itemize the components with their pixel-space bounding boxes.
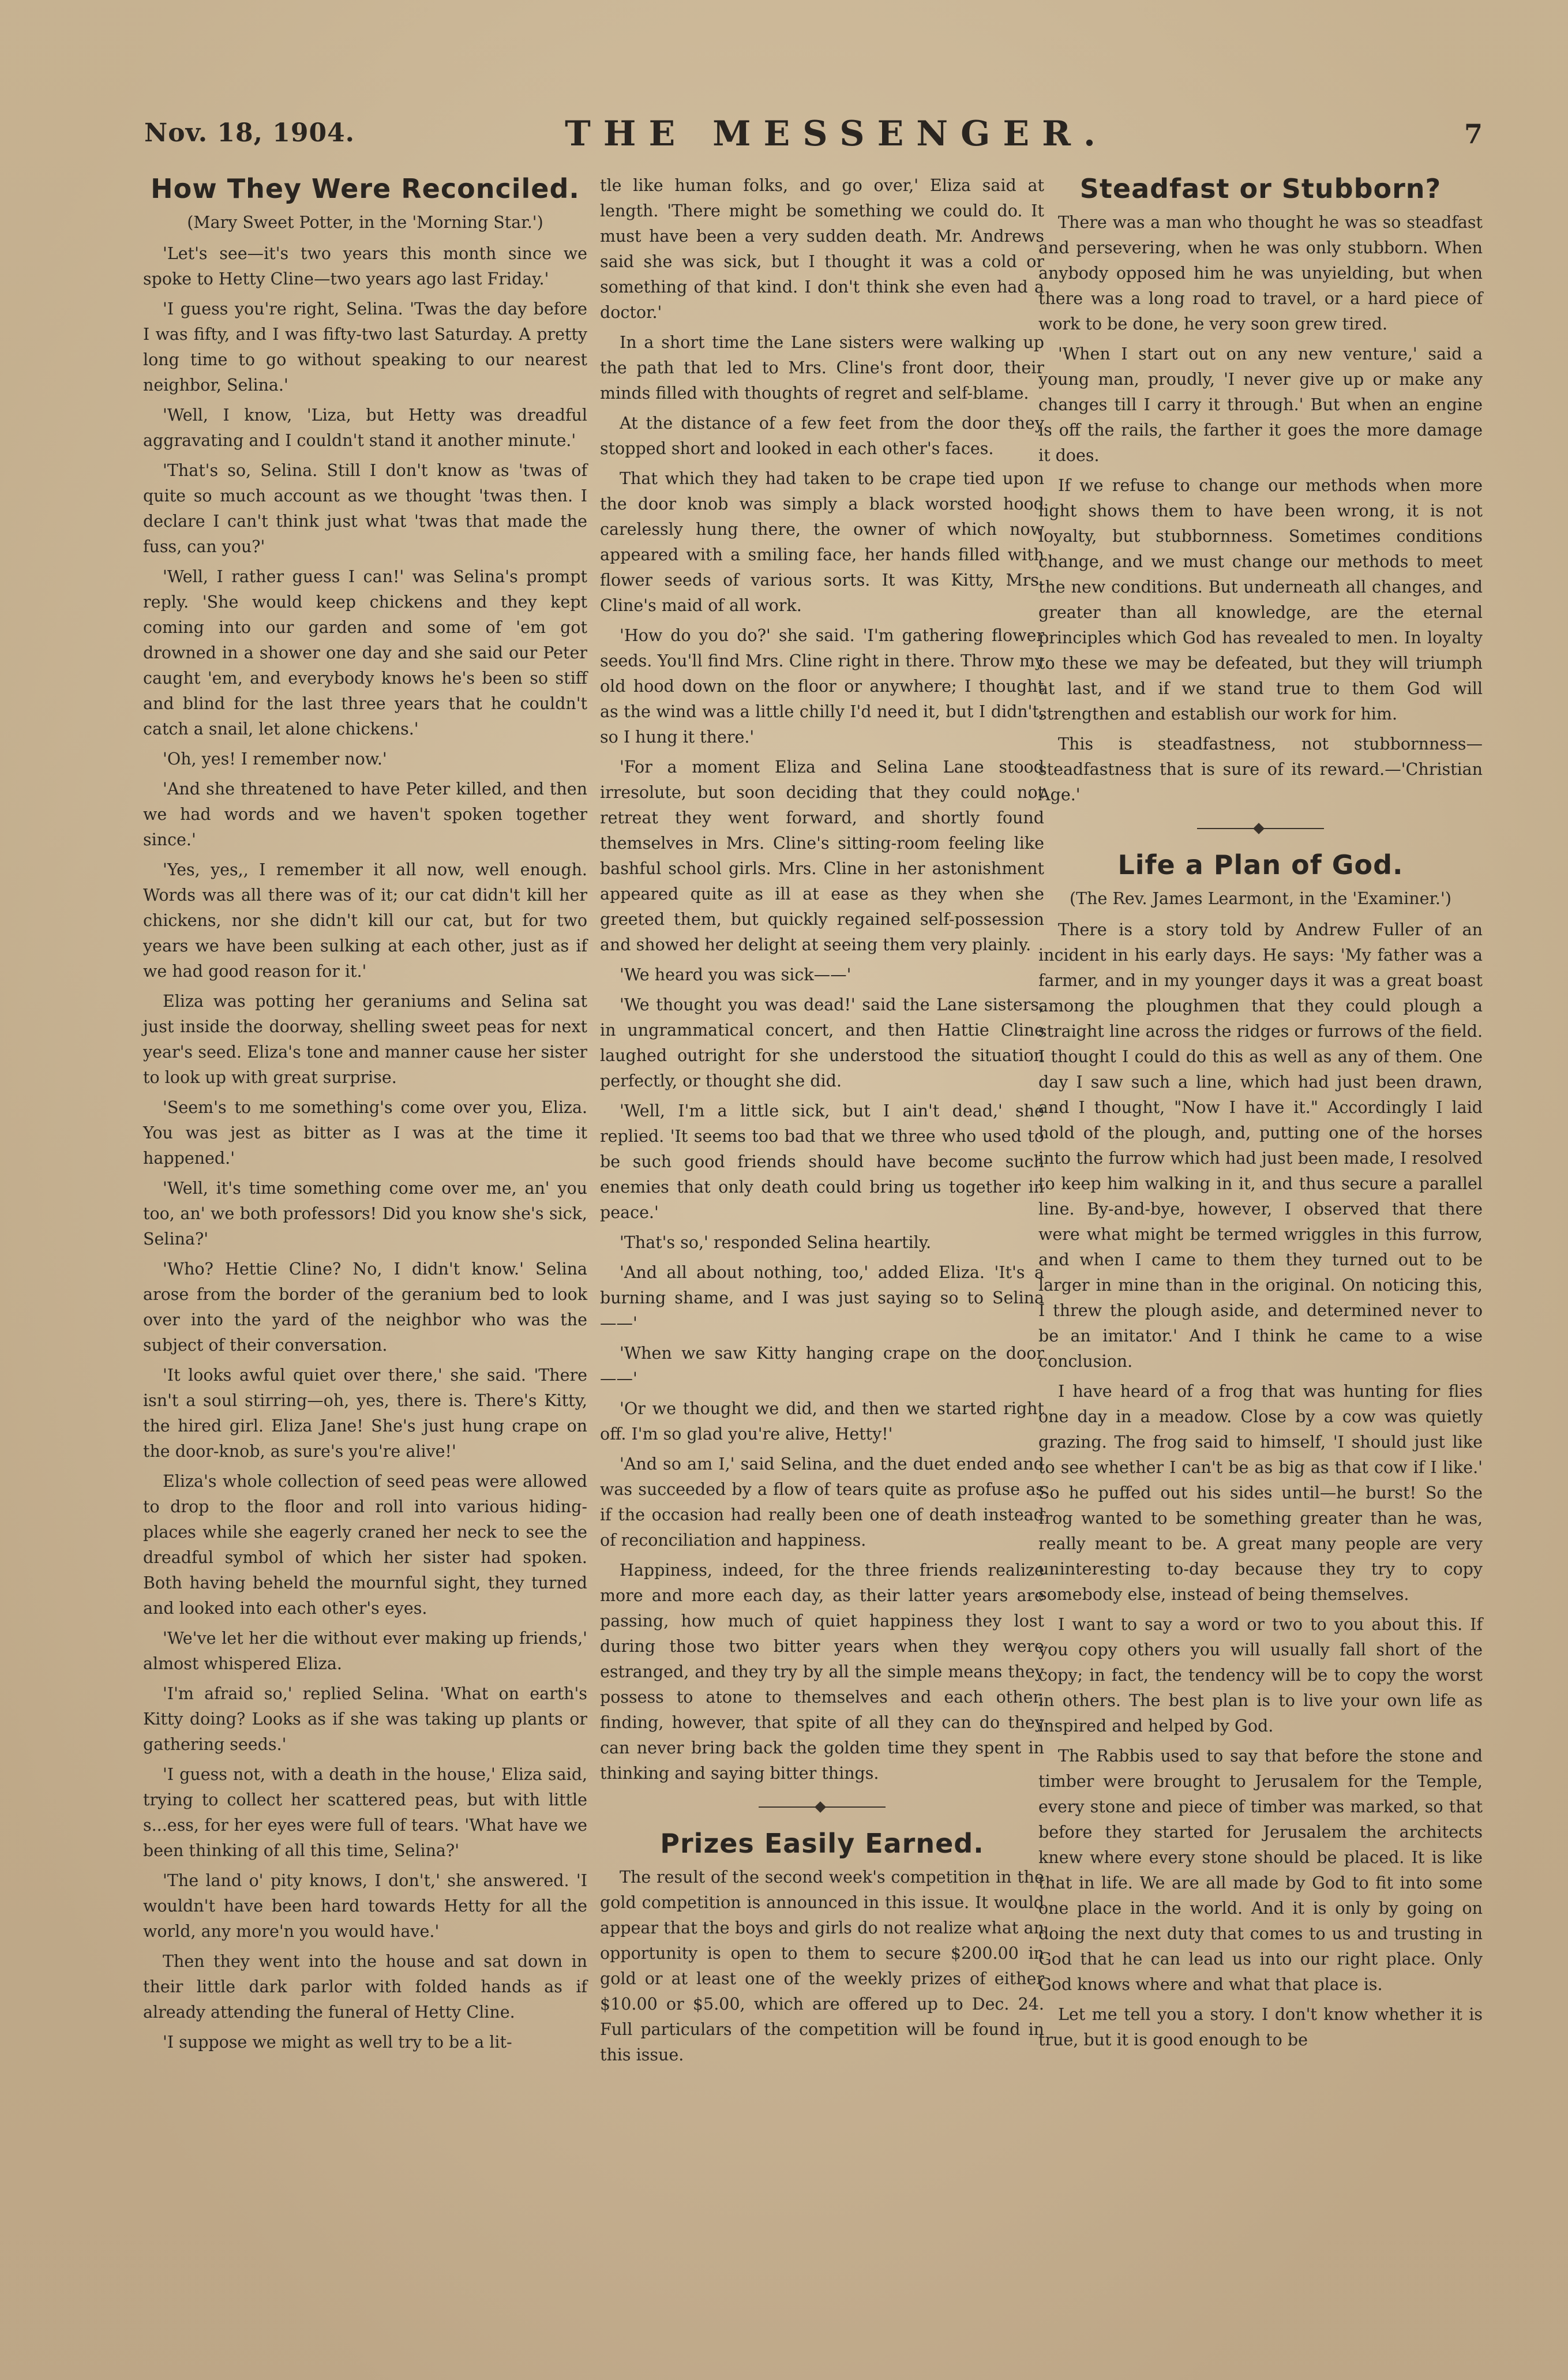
paragraph: The result of the second week's competition in the gold competition is announced in this issue. It would appear that the boys and girls do not realize what an opportunity is open to them to secure $200.00 in gold or at least one of the weekly prizes of either $10.00 or $5.00, which are offered up to Dec. 24. Full particulars of the competition will be found in this issue.	[600, 1868, 1044, 2064]
paragraph: 'I guess not, with a death in the house,' Eliza said, trying to collect her scattered peas, but with little s...ess, for her eyes were full of tears. 'What have we been thinking of all this time, Selina?'	[143, 1765, 587, 1860]
article-title-life-plan: Life a Plan of God.	[1117, 849, 1404, 880]
article-body-prizes	[600, 1865, 1044, 2068]
paragraph: 'How do you do?' she said. 'I'm gathering flower seeds. You'll find Mrs. Cline right in there. Throw my old hood down on the floor or anywhere; I thought as the wind was a little chilly I'd need it, but I didn't, so I hung it there.'	[600, 626, 1044, 747]
paragraph: 'We've let her die without ever making up friends,' almost whispered Eliza.	[143, 1629, 587, 1673]
paragraph: 'Yes, yes,, I remember it all now, well enough. Words was all there was of it; our cat didn't kill her chickens, nor she didn't kill our cat, but for two years we have been sulking at each other, just as if we had good reason for it.'	[143, 860, 587, 981]
paragraph: 'I'm afraid so,' replied Selina. 'What on earth's Kitty doing? Looks as if she was taking up plants or gathering seeds.'	[143, 1684, 587, 1754]
paragraph: 'Well, I'm a little sick, but I ain't dead,' she replied. 'It seems too bad that we three who used to be such good friends should have become such enemies that only death could bring us together in peace.'	[600, 1101, 1044, 1222]
article-body-reconciled-part1	[143, 241, 587, 2055]
paragraph: 'And all about nothing, too,' added Eliza. 'It's a burning shame, and I was just saying so to Selina——'	[600, 1263, 1044, 1333]
paragraph: 'And she threatened to have Peter killed, and then we had words and we haven't spoken together since.'	[143, 779, 587, 849]
paragraph: Eliza's whole collection of seed peas were allowed to drop to the floor and roll into various hiding-places while she eagerly craned her neck to see the dreadful symbol of which her sister had spoken. Both having beheld the mournful sight, they turned and looked into each other's eyes.	[143, 1472, 587, 1618]
article-source-life-plan: (The Rev. James Learmont, in the 'Examiner.')	[1070, 889, 1451, 908]
paragraph: 'When we saw Kitty hanging crape on the door——'	[600, 1344, 1044, 1388]
paragraph: 'It looks awful quiet over there,' she said. 'There isn't a soul stirring—oh, yes, there is. There's Kitty, the hired girl. Eliza Jane! She's just hung crape on the door-knob, as sure's you're alive!'	[143, 1366, 587, 1461]
paragraph: 'And so am I,' said Selina, and the duet ended and was succeeded by a flow of tears quite as profuse as if the occasion had really been one of death instead of reconciliation and happiness.	[600, 1455, 1044, 1550]
column-2	[600, 173, 1044, 2072]
paragraph: Happiness, indeed, for the three friends realize more and more each day, as their latter years are passing, how much of quiet happiness they lost during those two bitter years when they were estranged, and they try by all the simple means they possess to atone to themselves and each other, finding, however, that spite of all they can do they can never bring back the golden time they spent in thinking and saying bitter things.	[600, 1561, 1044, 1783]
article-body-life-plan	[1038, 917, 1483, 2053]
paragraph: 'The land o' pity knows, I don't,' she answered. 'I wouldn't have been hard towards Hetty for all the world, any more'n you would have.'	[143, 1871, 587, 1941]
column-3	[1038, 173, 1483, 2057]
paragraph: I have heard of a frog that was hunting for flies one day in a meadow. Close by a cow was quietly grazing. The frog said to himself, 'I should just like to see whether I can't be as big as that cow if I like.' So he puffed out his sides until—he burst! So the frog wanted to be something greater than he was, really meant to be. A great many people are very uninteresting to-day because they try to copy somebody else, instead of being themselves.	[1038, 1382, 1483, 1604]
paragraph: I want to say a word or two to you about this. If you copy others you will usually fall short of the copy; in fact, the tendency will be to copy the worst in others. The best plan is to live your own life as inspired and helped by God.	[1038, 1615, 1483, 1736]
paragraph: tle like human folks, and go over,' Eliza said at length. 'There might be something we could do. It must have been a very sudden death. Mr. Andrews said she was sick, but I thought it was a cold or something of that kind. I don't think she even had a doctor.'	[600, 176, 1044, 322]
paragraph: 'Who? Hettie Cline? No, I didn't know.' Selina arose from the border of the geranium bed to look over into the yard of the neighbor who was the subject of their conversation.	[143, 1260, 587, 1355]
paragraph: 'When I start out on any new venture,' said a young man, proudly, 'I never give up or make any changes till I carry it through.' But when an engine is off the rails, the farther it goes the more damage it does.	[1038, 344, 1483, 465]
paragraph: There was a man who thought he was so steadfast and persevering, when he was only stubborn. When anybody opposed him he was unyielding, but when there was a long road to travel, or a hard piece of work to be done, he very soon grew tired.	[1038, 213, 1483, 333]
paragraph: The Rabbis used to say that before the stone and timber were brought to Jerusalem for the Temple, every stone and piece of timber was marked, so that before they started for Jerusalem the architects knew where every stone should be placed. It is like that in life. We are all made by God to fit into some one place in the world. And it is only by going on doing the next duty that comes to us and trusting in God that he can lead us into our right place. Only God knows where and what that place is.	[1038, 1746, 1483, 1994]
paragraph: 'I suppose we might as well try to be a lit-	[163, 2033, 512, 2052]
paragraph: 'For a moment Eliza and Selina Lane stood irresolute, but soon deciding that they could not retreat they went forward, and shortly found themselves in Mrs. Cline's sitting-room feeling like bashful school girls. Mrs. Cline in her astonishment appeared quite as ill at ease as they when she greeted them, but quickly regained self-possession and showed her delight at seeing them very plainly.	[600, 758, 1044, 954]
paragraph: 'Or we thought we did, and then we started right off. I'm so glad you're alive, Hetty!'	[600, 1399, 1044, 1444]
article-body-reconciled-part2	[600, 173, 1044, 1786]
column-1	[143, 173, 587, 2060]
paragraph: In a short time the Lane sisters were walking up the path that led to Mrs. Cline's front door, their minds filled with thoughts of regret and self-blame.	[600, 333, 1044, 403]
page-number: 7	[1464, 118, 1483, 149]
paragraph: 'That's so, Selina. Still I don't know as 'twas of quite so much account as we thought 'twas then. I declare I can't think just what 'twas that made the fuss, can you?'	[143, 461, 587, 556]
paragraph: There is a story told by Andrew Fuller of an incident in his early days. He says: 'My father was a farmer, and in my younger days it was a great boast among the ploughmen that they could plough a straight line across the ridges or furrows of the field. I thought I could do this as well as any of them. One day I saw such a line, which had just been drawn, and I thought, "Now I have it." Accordingly I laid hold of the plough, and, putting one of the horses into the furrow which had just been made, I resolved to keep him walking in it, and thus secure a parallel line. By-and-bye, however, I observed that there were what might be termed wriggles in this furrow, and when I came to them they turned out to be larger in mine than in the original. On noticing this, I threw the plough aside, and determined never to be an imitator.' And I think he came to a wise conclusion.	[1038, 920, 1483, 1371]
article-title-prizes: Prizes Easily Earned.	[660, 1828, 984, 1859]
newspaper-title: THE MESSENGER.	[565, 114, 1108, 154]
issue-date: Nov. 18, 1904.	[144, 118, 355, 148]
paragraph: 'That's so,' responded Selina heartily.	[620, 1233, 932, 1252]
paragraph: 'Well, it's time something come over me, an' you too, an' we both professors! Did you know she's sick, Selina?'	[143, 1179, 587, 1249]
paragraph: At the distance of a few feet from the door they stopped short and looked in each other's faces.	[600, 414, 1044, 458]
masthead	[144, 114, 1483, 170]
article-title-steadfast: Steadfast or Stubborn?	[1079, 173, 1442, 204]
section-divider	[1197, 823, 1324, 834]
paragraph: 'Seem's to me something's come over you, Eliza. You was jest as bitter as I was at the time it happened.'	[143, 1098, 587, 1168]
paragraph: 'We heard you was sick——'	[620, 965, 851, 984]
paragraph: Eliza was potting her geraniums and Selina sat just inside the doorway, shelling sweet peas for next year's seed. Eliza's tone and manner cause her sister to look up with great surprise.	[143, 992, 587, 1087]
paragraph: If we refuse to change our methods when more light shows them to have been wrong, it is not loyalty, but stubbornness. Sometimes conditions change, and we must change our methods to meet the new conditions. But underneath all changes, and greater than all knowledge, are the eternal principles which God has revealed to men. In loyalty to these we may be defeated, but they will triumph at last, and if we stand true to them God will strengthen and establish our work for him.	[1038, 476, 1483, 724]
paragraph: 'I guess you're right, Selina. 'Twas the day before I was fifty, and I was fifty-two last Saturday. A pretty long time to go without speaking to our nearest neighbor, Selina.'	[143, 299, 587, 395]
article-title-reconciled: How They Were Reconciled.	[151, 173, 580, 204]
paragraph: That which they had taken to be crape tied upon the door knob was simply a black worsted hood carelessly hung there, the owner of which now appeared with a smiling face, her hands filled with flower seeds of various sorts. It was Kitty, Mrs. Cline's maid of all work.	[600, 469, 1044, 615]
article-source-reconciled: (Mary Sweet Potter, in the 'Morning Star.')	[187, 213, 543, 232]
paragraph: Then they went into the house and sat down in their little dark parlor with folded hands as if already attending the funeral of Hetty Cline.	[143, 1952, 587, 2022]
article-body-steadfast	[1038, 210, 1483, 808]
paragraph: 'Well, I know, 'Liza, but Hetty was dreadful aggravating and I couldn't stand it another minute.'	[143, 406, 587, 450]
paragraph: 'We thought you was dead!' said the Lane sisters, in ungrammatical concert, and then Hattie Cline laughed outright for she understood the situation perfectly, or thought she did.	[600, 995, 1044, 1090]
section-divider	[759, 1801, 886, 1813]
paragraph: This is steadfastness, not stubbornness—steadfastness that is sure of its reward.—'Christian Age.'	[1038, 734, 1483, 804]
paragraph: 'Well, I rather guess I can!' was Selina's prompt reply. 'She would keep chickens and they kept coming into our garden and some of 'em got drowned in a shower one day and she said our Peter caught 'em, and everybody knows he's been so stiff and blind for the last three years that he couldn't catch a snail, let alone chickens.'	[143, 567, 587, 739]
paragraph: 'Let's see—it's two years this month since we spoke to Hetty Cline—two years ago last Friday.'	[143, 244, 587, 288]
paragraph: Let me tell you a story. I don't know whether it is true, but it is good enough to be	[1038, 2005, 1483, 2049]
paragraph: 'Oh, yes! I remember now.'	[163, 749, 387, 769]
